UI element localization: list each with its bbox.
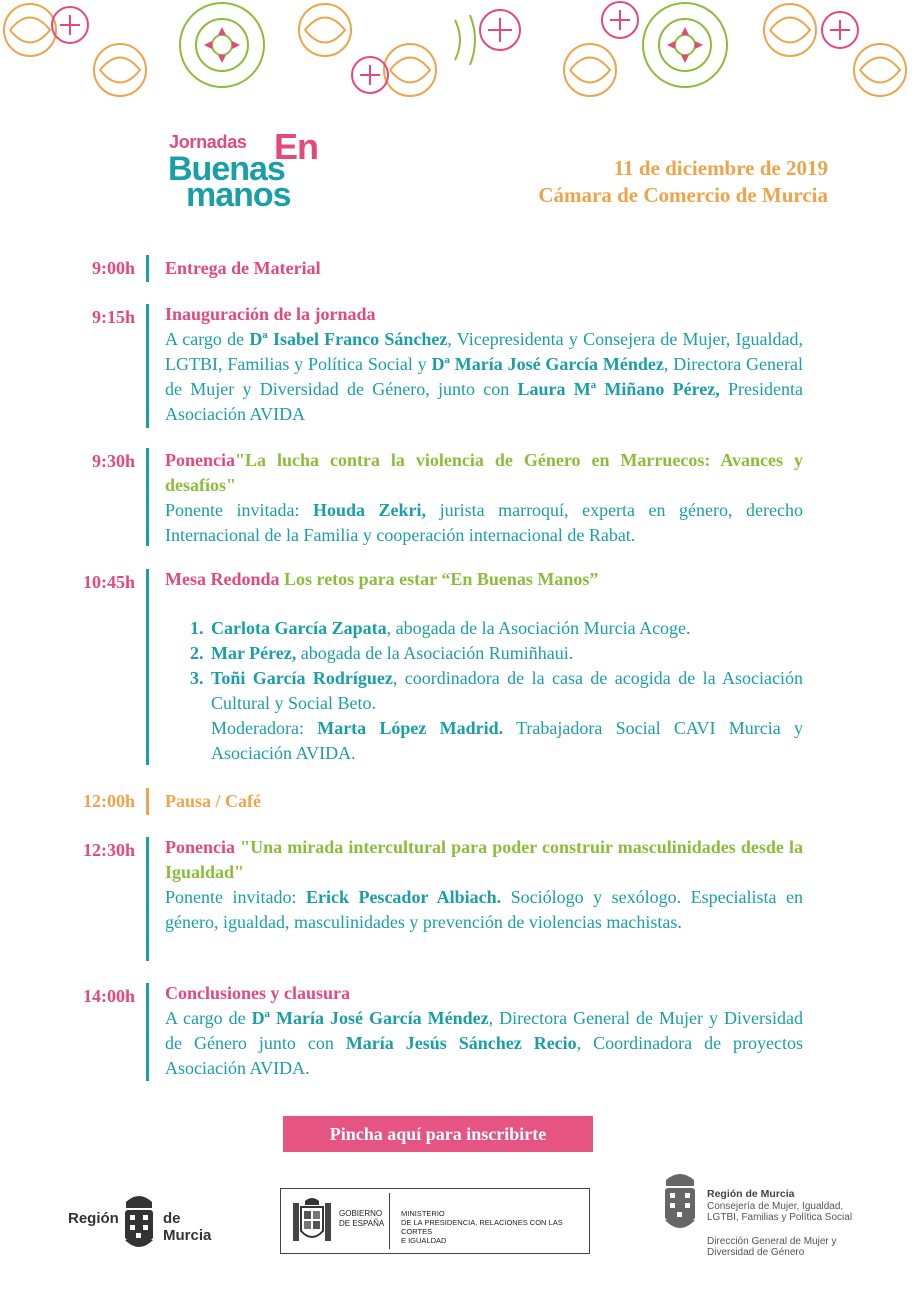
slot-time: 9:30h xyxy=(91,451,135,471)
list-item: 1. Carlota García Zapata, abogada de la Asociación Murcia Acoge. xyxy=(190,618,691,638)
slot-time: 12:00h xyxy=(82,791,135,811)
consejeria-logo xyxy=(660,1168,870,1268)
divider xyxy=(389,1193,390,1249)
slot-title: Entrega de Material xyxy=(165,258,321,278)
speaker-name: Dª María José García Méndez xyxy=(251,1008,489,1028)
region-murcia-logo xyxy=(68,1188,233,1254)
speaker-name: Dª María José García Méndez xyxy=(431,354,664,374)
slot-description: Ponente invitado: Erick Pescador Albiach. Sociólogo y sexólogo. Especialista en género, igualdad, masculinidades y prevención de violencias machistas. xyxy=(165,887,804,932)
slot-divider xyxy=(146,788,149,815)
moderator: Moderadora: Marta López Madrid. Trabajadora Social CAVI Murcia y Asociación AVIDA. xyxy=(211,718,803,763)
slot-time: 14:00h xyxy=(82,986,135,1006)
event-info xyxy=(538,155,828,209)
slot-divider xyxy=(146,304,149,428)
spain-coat-of-arms-icon xyxy=(291,1197,333,1245)
event-venue: Cámara de Comercio de Murcia xyxy=(538,183,828,207)
slot-time: 9:00h xyxy=(91,258,135,278)
slot-title: Inauguración de la jornada xyxy=(165,304,376,324)
slot-label: Mesa Redonda xyxy=(165,569,280,589)
gobierno-espana-logo xyxy=(280,1188,590,1254)
slot-title: Pausa / Café xyxy=(165,791,261,811)
speaker-name: Houda Zekri, xyxy=(313,500,427,520)
coat-of-arms-icon xyxy=(122,1188,156,1254)
slot-time: 9:15h xyxy=(91,307,135,327)
speaker-name: Laura Mª Miñano Pérez, xyxy=(517,379,720,399)
logo-manos: manos xyxy=(186,176,291,214)
slot-divider xyxy=(146,569,149,765)
event-date: 11 de diciembre de 2019 xyxy=(613,156,828,180)
jornadas-logo xyxy=(168,126,328,214)
slot-description: A cargo de Dª Isabel Franco Sánchez, Vicepresidenta y Consejera de Mujer, Igualdad, LGTBI, Familias y Política Social y Dª María José García Méndez, Directora General de Mujer y Diversidad de Género, junto con Laura Mª Miñano Pérez, Presidenta Asociación AVIDA xyxy=(165,329,804,424)
slot-title: Conclusiones y clausura xyxy=(165,983,351,1003)
slot-divider xyxy=(146,255,149,282)
region-left-text: Región xyxy=(68,1210,119,1227)
logo-jornadas: Jornadas xyxy=(169,132,247,152)
panelist-name: Carlota García Zapata xyxy=(211,618,387,638)
decorative-banner xyxy=(0,0,913,100)
logo-buenas: Buenas xyxy=(168,150,285,188)
speaker-name: María Jesús Sánchez Recio xyxy=(345,1033,577,1053)
slot-label: Ponencia xyxy=(165,837,235,857)
panelist-list xyxy=(165,616,803,716)
logo-en: En xyxy=(274,126,319,167)
list-item: 3. Toñi García Rodríguez, coordinadora de la casa de acogida de la Asociación Cultural y Social Beto. xyxy=(190,668,803,713)
consejeria-dept: Consejería de Mujer, Igualdad, LGTBI, Familias y Política Social xyxy=(707,1201,853,1223)
slot-description: Ponente invitada: Houda Zekri, jurista marroquí, experta en género, derecho Internacional de la Familia y cooperación internacional de Rabat. xyxy=(165,500,804,545)
slot-divider xyxy=(146,983,149,1081)
ministerio-text: MINISTERIO DE LA PRESIDENCIA, RELACIONES CON LAS CORTES E IGUALDAD xyxy=(401,1209,563,1245)
region-right-text: de Murcia xyxy=(163,1210,212,1244)
speaker-name: Erick Pescador Albiach. xyxy=(305,887,502,907)
slot-title: "La lucha contra la violencia de Género en Marruecos: Avances y desafíos" xyxy=(165,450,803,495)
list-item: 2. Mar Pérez, abogada de la Asociación Rumiñhaui. xyxy=(190,643,574,663)
ornament-pattern-icon xyxy=(0,0,913,100)
consejeria-direction: Dirección General de Mujer y Diversidad de Género xyxy=(707,1236,837,1258)
slot-time: 12:30h xyxy=(82,840,135,860)
gobierno-text: GOBIERNO DE ESPAÑA xyxy=(339,1209,385,1228)
speaker-name: Dª Isabel Franco Sánchez xyxy=(249,329,448,349)
panelist-name: Mar Pérez, xyxy=(211,643,297,663)
slot-title: Los retos para estar “En Buenas Manos” xyxy=(284,569,599,589)
slot-label: Ponencia xyxy=(165,450,235,470)
slot-title: "Una mirada intercultural para poder construir masculinidades desde la Igualdad" xyxy=(165,837,803,882)
slot-description: A cargo de Dª María José García Méndez, Directora General de Mujer y Diversidad de Género junto con María Jesús Sánchez Recio, Coordinadora de proyectos Asociación AVIDA. xyxy=(165,1008,804,1078)
panelist-name: Toñi García Rodríguez xyxy=(211,668,393,688)
coat-of-arms-icon xyxy=(660,1168,700,1238)
slot-divider xyxy=(146,837,149,961)
slot-divider xyxy=(146,448,149,546)
consejeria-title: Región de Murcia xyxy=(707,1188,795,1200)
register-button[interactable]: Pincha aquí para inscribirte xyxy=(283,1116,593,1152)
moderator-name: Marta López Madrid. xyxy=(317,718,504,738)
slot-time: 10:45h xyxy=(82,572,135,592)
